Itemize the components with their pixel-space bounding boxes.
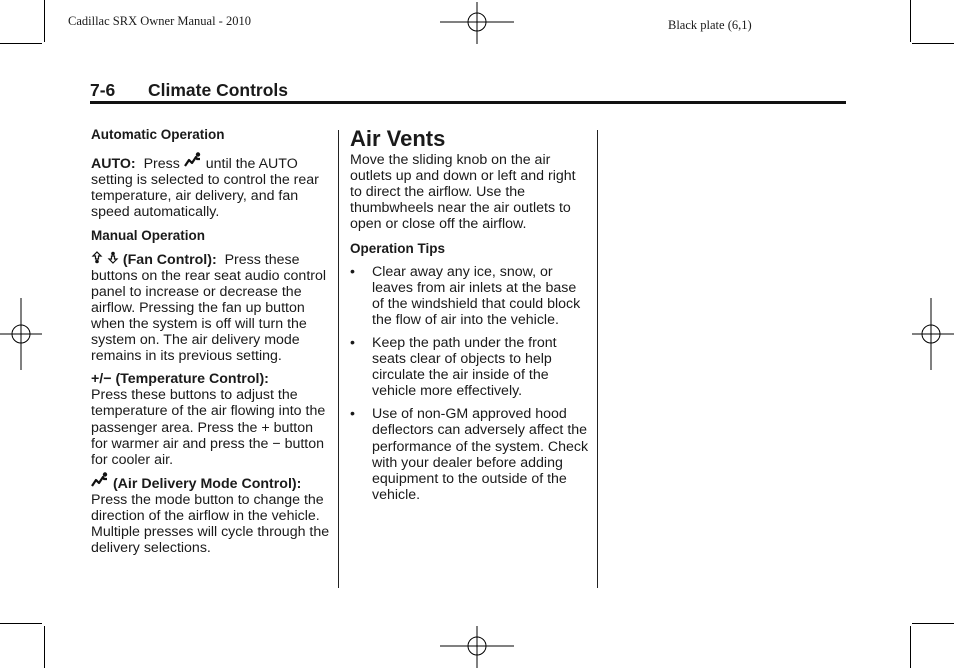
crop-mark — [912, 623, 954, 624]
temperature-control-text: Press these buttons to adjust the temperature of the air flowing into the passenger area. Press the + button for warmer air and press the − button for cooler air. — [91, 387, 326, 468]
automatic-operation-heading: Automatic Operation — [91, 127, 225, 142]
air-vents-title: Air Vents — [350, 126, 446, 151]
plate-label: Black plate (6,1) — [668, 18, 752, 32]
column-divider — [597, 130, 598, 588]
left-column — [91, 127, 331, 556]
bullet-marker: • — [350, 263, 355, 280]
list-item — [350, 264, 590, 328]
crop-mark — [910, 0, 911, 42]
crop-mark — [0, 43, 42, 44]
operation-tips-heading: Operation Tips — [350, 241, 446, 257]
document-title: Cadillac SRX Owner Manual - 2010 — [68, 14, 251, 28]
bullet-marker: • — [350, 334, 355, 351]
auto-text-b: until the AUTO setting is selected to control the rear temperature, air delivery, and fan speed automatically. — [91, 156, 319, 221]
column-divider — [338, 130, 339, 588]
list-item — [350, 406, 590, 503]
crop-mark — [44, 0, 45, 42]
registration-mark-icon — [0, 298, 42, 370]
air-delivery-mode-icon — [91, 472, 109, 488]
mode-control-label: (Air Delivery Mode Control): — [112, 475, 302, 492]
air-vents-column — [350, 126, 590, 503]
auto-paragraph — [91, 152, 331, 220]
auto-text-a: Press — [143, 156, 180, 173]
fan-control-text: Press these buttons on the rear seat audio control panel to increase or decrease the airflow. Pressing the fan up button when the system is off will turn the system on. The air delivery mode remains in its previous setting. — [91, 251, 327, 365]
crop-mark — [44, 626, 45, 668]
registration-mark-icon — [440, 626, 514, 668]
crop-mark — [912, 43, 954, 44]
temperature-control-label: +/− (Temperature Control): — [91, 371, 269, 388]
section-heading — [90, 80, 288, 101]
fan-control-label: (Fan Control): — [122, 251, 217, 268]
list-item — [350, 335, 590, 399]
fan-up-icon — [107, 251, 119, 264]
registration-mark-icon — [912, 298, 954, 370]
crop-mark — [910, 626, 911, 668]
air-delivery-mode-icon — [184, 152, 202, 168]
section-rule — [90, 101, 846, 104]
tip-text: Clear away any ice, snow, or leaves from air inlets at the base of the windshield that could block the flow of air into the vehicle. — [372, 263, 581, 328]
mode-control-text: Press the mode button to change the direction of the airflow in the vehicle. Multiple presses will cycle through the delivery selections. — [91, 491, 330, 557]
section-title: Climate Controls — [148, 80, 289, 100]
manual-operation-heading: Manual Operation — [91, 228, 206, 244]
section-number: 7-6 — [90, 80, 116, 100]
registration-mark-icon — [440, 2, 514, 44]
tip-text: Use of non-GM approved hood deflectors can adversely affect the performance of the system. Check with your dealer before adding equipment to the outside of the vehicle. — [372, 406, 589, 503]
fan-paragraph — [91, 251, 331, 365]
bullet-marker: • — [350, 406, 355, 423]
crop-mark — [0, 623, 42, 624]
temperature-paragraph — [91, 371, 331, 468]
mode-paragraph — [91, 472, 331, 556]
auto-label: AUTO: — [91, 156, 136, 173]
tip-text: Keep the path under the front seats clear of objects to help circulate the air inside of the vehicle more effectively. — [372, 334, 557, 400]
fan-down-icon — [91, 251, 103, 264]
air-vents-intro: Move the sliding knob on the air outlets up and down or left and right to direct the airflow. Use the thumbwheels near the air outlets to open or close off the airflow. — [350, 152, 576, 233]
